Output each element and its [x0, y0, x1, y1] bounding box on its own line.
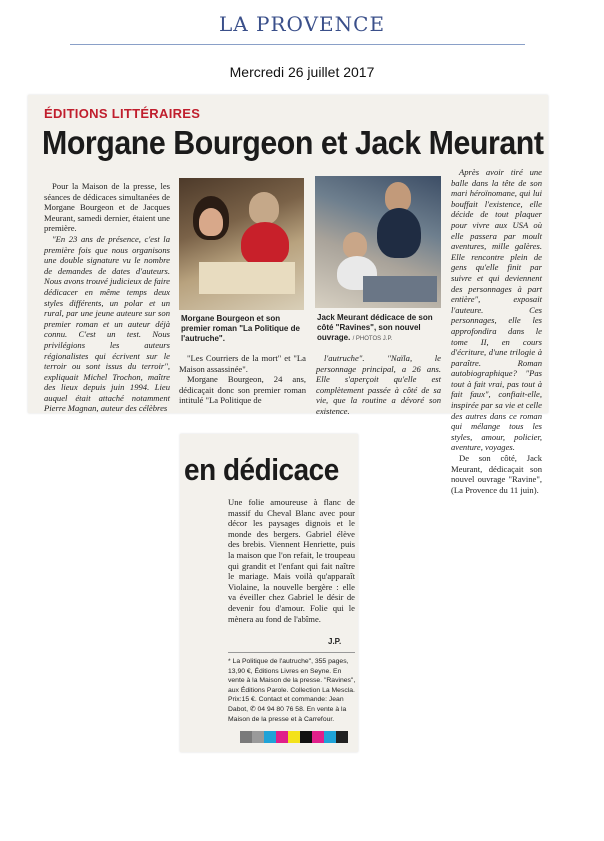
- calibration-swatch: [240, 731, 252, 743]
- sidebar-title: en dédicace: [184, 452, 339, 487]
- calibration-swatch: [276, 731, 288, 743]
- calibration-swatch: [252, 731, 264, 743]
- paragraph: "En 23 ans de présence, c'est la première fois que nous organisons une double signature vu le nombre de demandes de dates d'auteurs. Nous avons trouvé judicieux de faire dédicacer en même temps deux styles différents, un polar et un rural, par une jeune auteure sur son premier roman et un auteur déjà connu. C'est un test. Nous privilégions les auteurs régionalistes qui écrivent sur le terroir ou sont issus du terroir", expliquait Michel Trochon, maître des lieux depuis juin 1994. Lieu auquel était attaché notamment Pierre Magnan, auteur des célèbres: [44, 233, 170, 414]
- photo-jack-meurant: [315, 176, 441, 308]
- calibration-swatch: [300, 731, 312, 743]
- calibration-swatch: [264, 731, 276, 743]
- info-divider: [228, 652, 355, 653]
- paragraph: Pour la Maison de la presse, les séances de dédicaces simultanées de Morgane Bourgeon et de Jacques Meurant, samedi dernier, étaient une première.: [44, 181, 170, 234]
- photo-caption-1: [181, 314, 305, 344]
- headline: Morgane Bourgeon et Jack Meurant: [42, 124, 544, 161]
- caption-text: Morgane Bourgeon et son premier roman "La Politique de l'autruche".: [181, 314, 300, 343]
- paragraph: l'autruche". "Naïla, le personnage principal, a 26 ans. Elle s'aperçoit qu'elle est complètement passée à côté de sa vie, que la routine a dévoré son existence.: [316, 353, 441, 416]
- publication-date: Mercredi 26 juillet 2017: [229, 64, 375, 80]
- masthead-rule: [70, 44, 525, 45]
- article-column-3: [179, 353, 306, 406]
- section-label: ÉDITIONS LITTÉRAIRES: [44, 106, 201, 121]
- calibration-swatch: [288, 731, 300, 743]
- article-column-4: [316, 353, 441, 417]
- photo-credit: / PHOTOS J.P.: [352, 336, 393, 342]
- paragraph: Après avoir tiré une balle dans la tête de son mari héroïnomane, qui lui bouffait l'existence, elle décide de tout plaquer pour vivre aux USA où elle passera par moult aventures, mille galères. Elle rencontre plein de gens qu'elle finit par suivre et qui deviennent des personnages à part entière", exposait l'auteure. Ces personnages, elle les approfondira dans le tome II, en cours d'écriture, d'une trilogie à paraître. Roman autobiographique? "Pas tout à fait vrai, pas tout à fait faux", confiait-elle, inspirée par sa vie et celle des autres dans ce roman qui mélange tous les styles, amour, policier, aventure, voyages.: [451, 167, 542, 453]
- paragraph: Une folie amoureuse à flanc de massif du Cheval Blanc avec pour décor les paysages dignois et le monde des bergers. Gabriel élève des brebis. Viennent Henriette, puis la maison que l'on refait, le troupeau qui grandit et l'enfant qui fait naître le mariage. Mais voilà qu'apparaît Violaine, la nouvelle bergère : elle va éveiller chez Gabriel le désir de devenir fou d'amour. Folie qui le mènera au fond de l'abîme.: [228, 497, 355, 624]
- caption-text: Jack Meurant dédicace de son côté "Ravines", son nouvel ouvrage.: [317, 313, 433, 342]
- calibration-swatch: [324, 731, 336, 743]
- paragraph: "Les Courriers de la mort" et "La Maison assassinée".: [179, 353, 306, 374]
- sidebar-body: [228, 497, 355, 624]
- print-calibration-bar: [240, 731, 348, 743]
- photo-morgane-bourgeon: [179, 178, 304, 310]
- book-info: * La Politique de l'autruche", 355 pages, 13,90 €, Éditions Livres en Seyne. En vente à la Maison de la presse. "Ravines", aux Éditions Parole. Collection La Mescla. Prix:15 €. Contact et commande: Jean Dabot, ✆ 04 94 80 76 58. En vente à la Maison de la presse et à Carrefour.: [228, 658, 356, 723]
- paragraph: Morgane Bourgeon, 24 ans, dédicaçait donc son premier roman intitulé "La Politique de: [179, 374, 306, 406]
- calibration-swatch: [312, 731, 324, 743]
- article-column-5: [451, 167, 542, 495]
- author-signature: J.P.: [328, 637, 342, 646]
- article-column-1: [44, 181, 170, 414]
- photo-caption-2: [317, 313, 442, 344]
- masthead: LA PROVENCE: [218, 12, 386, 36]
- paragraph: De son côté, Jack Meurant, dédicaçait son nouvel ouvrage "Ravine", (La Provence du 11 juin).: [451, 453, 542, 495]
- calibration-swatch: [336, 731, 348, 743]
